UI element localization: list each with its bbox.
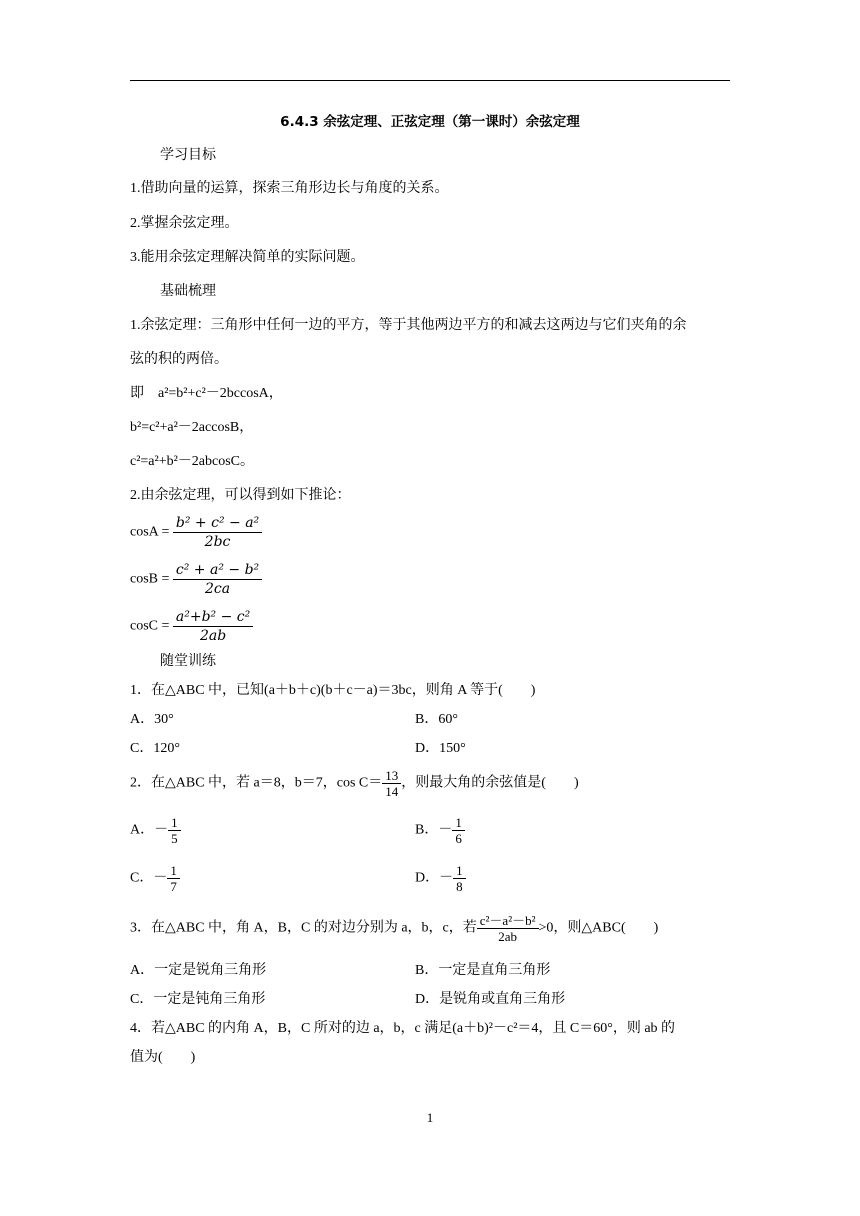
option-label: D．－	[415, 870, 454, 886]
formula-prefix: 即	[130, 386, 144, 401]
option-numerator: 1	[171, 815, 178, 830]
option-fraction	[453, 863, 466, 894]
question-2-option-a	[130, 815, 181, 846]
option-label: A．－	[130, 822, 169, 838]
question-3-stem-pre: 3．在△ABC 中，角 A，B，C 的对边分别为 a，b，c，若	[130, 920, 477, 936]
cos-a-numerator: b² + c² − a²	[175, 515, 260, 531]
cos-b-formula	[130, 561, 262, 598]
law-of-cosines-a: a²=b²+c²－2bccosA，	[158, 386, 283, 401]
cos-c-formula	[130, 608, 253, 645]
page-number: 1	[426, 1110, 434, 1125]
question-3-option-b: B．一定是直角三角形	[415, 963, 551, 978]
question-2-option-b	[415, 815, 465, 846]
question-2-stem-pre: 2．在△ABC 中，若 a＝8，b＝7，cos C＝	[130, 775, 383, 791]
question-2-stem-post: ，则最大角的余弦值是( )	[401, 775, 579, 791]
page-title: 6.4.3 余弦定理、正弦定理（第一课时）余弦定理	[280, 114, 580, 130]
header-rule	[130, 80, 730, 81]
cos-a-formula	[130, 514, 262, 551]
basics-heading: 基础梳理	[160, 284, 216, 299]
law-of-cosines-c: c²=a²+b²－2abcosC。	[130, 454, 255, 469]
cos-c-numerator: a²+b² − c²	[175, 609, 251, 625]
objectives-heading: 学习目标	[160, 148, 216, 163]
question-2-cos-denominator: 14	[382, 783, 401, 799]
cos-c-fraction	[173, 608, 253, 645]
cos-a-lhs: cosA =	[130, 524, 170, 540]
cos-b-numerator: c² + a² − b²	[175, 562, 260, 578]
cos-c-lhs: cosC =	[130, 618, 170, 634]
cos-b-fraction	[173, 561, 262, 598]
option-fraction	[452, 815, 465, 846]
question-1-option-d: D．150°	[415, 741, 466, 756]
question-3-option-a: A．一定是锐角三角形	[130, 963, 267, 978]
cos-b-denominator: 2ca	[173, 579, 262, 598]
question-1-option-c: C．120°	[130, 741, 180, 756]
theorem-line-2: 弦的积的两倍。	[130, 352, 228, 367]
question-3-option-c: C．一定是钝角三角形	[130, 992, 266, 1007]
option-denominator: 6	[452, 830, 465, 846]
question-3-numerator: c²－a²－b²	[479, 913, 536, 928]
question-2-cos-fraction	[382, 768, 401, 799]
option-fraction	[168, 815, 181, 846]
option-fraction	[167, 863, 180, 894]
option-label: B．－	[415, 822, 453, 838]
corollary-intro: 2.由余弦定理，可以得到如下推论：	[130, 488, 351, 503]
cos-a-denominator: 2bc	[173, 532, 262, 551]
objective-2: 2.掌握余弦定理。	[130, 216, 239, 231]
question-3-stem	[130, 913, 658, 944]
option-denominator: 5	[168, 830, 181, 846]
option-numerator: 1	[170, 863, 177, 878]
question-2-option-c	[130, 863, 180, 894]
question-4-stem-line-2: 值为( )	[130, 1050, 196, 1065]
question-3-denominator: 2ab	[477, 928, 539, 944]
law-of-cosines-b: b²=c²+a²－2accosB，	[130, 420, 254, 435]
question-1-option-b: B．60°	[415, 712, 458, 727]
theorem-line-1: 1.余弦定理：三角形中任何一边的平方，等于其他两边平方的和减去这两边与它们夹角的余	[130, 318, 687, 333]
objective-3: 3.能用余弦定理解决简单的实际问题。	[130, 250, 365, 265]
option-label: C．－	[130, 870, 168, 886]
question-2-stem	[130, 768, 579, 799]
option-denominator: 8	[453, 878, 466, 894]
option-numerator: 1	[456, 863, 463, 878]
cos-c-denominator: 2ab	[173, 626, 253, 645]
option-numerator: 1	[455, 815, 462, 830]
cos-b-lhs: cosB =	[130, 571, 170, 587]
question-4-stem-line-1: 4．若△ABC 的内角 A，B，C 所对的边 a，b，c 满足(a＋b)²－c²＝4，且 C＝60°，则 ab 的	[130, 1021, 676, 1036]
question-1-option-a: A．30°	[130, 712, 174, 727]
question-3-option-d: D．是锐角或直角三角形	[415, 992, 566, 1007]
cos-a-fraction	[173, 514, 262, 551]
objective-1: 1.借助向量的运算，探索三角形边长与角度的关系。	[130, 181, 449, 196]
practice-heading: 随堂训练	[160, 654, 216, 669]
option-denominator: 7	[167, 878, 180, 894]
formula-line-1	[130, 385, 283, 403]
question-1-stem: 1．在△ABC 中，已知(a＋b＋c)(b＋c－a)＝3bc，则角 A 等于( )	[130, 683, 536, 698]
question-3-stem-post: >0，则△ABC( )	[538, 920, 659, 936]
question-2-cos-numerator: 13	[385, 768, 399, 783]
question-2-option-d	[415, 863, 466, 894]
question-3-fraction	[477, 913, 539, 944]
